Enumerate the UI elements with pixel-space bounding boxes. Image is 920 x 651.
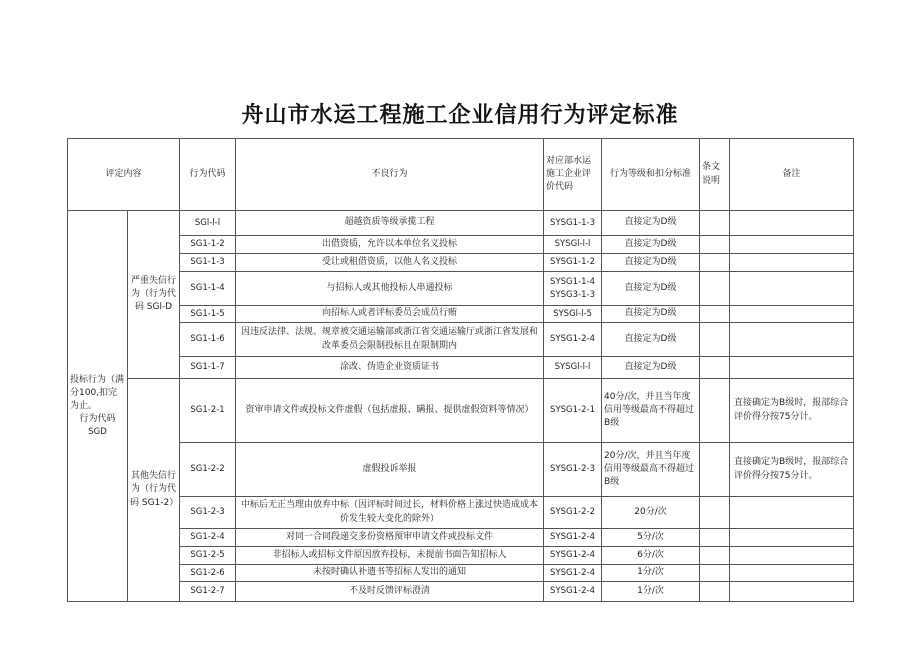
row-clause (700, 582, 730, 602)
row-clause (700, 357, 730, 379)
row-code: SG1-1-4 (180, 272, 236, 306)
header-clause: 条文说明 (700, 139, 730, 211)
row-grade: 直接定为D级 (602, 211, 700, 236)
page-title: 舟山市水运工程施工企业信用行为评定标准 (241, 103, 679, 128)
row-grade: 40分/次，并且当年度信用等级最高不得超过B级 (602, 379, 700, 443)
category-line-1: 投标行为（满分100,扣完为止。 (70, 374, 125, 411)
table-row (68, 379, 854, 443)
row-clause (700, 529, 730, 547)
row-dept-code: SYSG1-2-4 (544, 582, 602, 602)
row-dept-code: SYSG1-1-2 (544, 254, 602, 272)
row-clause (700, 323, 730, 357)
table-row (68, 254, 854, 272)
header-grade: 行为等级和扣分标准 (602, 139, 700, 211)
header-dept-code: 对应部水运施工企业评价代码 (544, 139, 602, 211)
row-grade: 直接定为D级 (602, 254, 700, 272)
row-clause (700, 497, 730, 529)
row-remark (730, 582, 854, 602)
row-remark (730, 565, 854, 582)
row-grade: 直接定为D级 (602, 357, 700, 379)
header-code: 行为代码 (180, 139, 236, 211)
row-grade: 直接定为D级 (602, 236, 700, 254)
row-remark (730, 357, 854, 379)
row-code: SGl-l-l (180, 211, 236, 236)
header-behavior: 不良行为 (236, 139, 544, 211)
row-remark (730, 254, 854, 272)
row-code: SG1-2-6 (180, 565, 236, 582)
row-clause (700, 379, 730, 443)
row-behavior: 不及时反馈评标澄清 (236, 582, 544, 602)
row-behavior: 与招标人或其他投标人串通投标 (236, 272, 544, 306)
row-remark: 直接确定为B级时，报部综合评价得分按75分计。 (730, 379, 854, 443)
row-remark (730, 529, 854, 547)
row-dept-code: SYSG1-2-4 (544, 547, 602, 565)
table-row (68, 323, 854, 357)
row-clause (700, 236, 730, 254)
row-remark (730, 306, 854, 323)
table-row (68, 565, 854, 582)
row-behavior: 对同一合同段递交多份资格预审申请文件或投标文件 (236, 529, 544, 547)
row-clause (700, 272, 730, 306)
sub-category-serious: 严重失信行为（行为代码 SGl-D (128, 211, 180, 379)
table-row (68, 547, 854, 565)
row-dept-code: SYSG1-1-3 (544, 211, 602, 236)
row-clause (700, 211, 730, 236)
row-grade: 6分/次 (602, 547, 700, 565)
row-remark (730, 497, 854, 529)
row-clause (700, 547, 730, 565)
row-dept-code: SYSG1-2-4 (544, 529, 602, 547)
sub-category-other: 其他失信行为（行为代码 SG1-2） (128, 379, 180, 602)
row-remark (730, 323, 854, 357)
row-behavior: 非招标人或招标文件原因放弃投标，未提前书面告知招标人 (236, 547, 544, 565)
category-line-3: SGD (88, 426, 107, 437)
row-remark (730, 236, 854, 254)
row-code: SG1-1-5 (180, 306, 236, 323)
row-dept-code: SYSG1-2-2 (544, 497, 602, 529)
row-grade: 20分/次，并且当年度信用等级最高不得超过B级 (602, 443, 700, 497)
row-code: SG1-1-2 (180, 236, 236, 254)
row-dept-code: SYSGl-l-l (544, 236, 602, 254)
row-remark (730, 211, 854, 236)
row-code: SG1-2-3 (180, 497, 236, 529)
row-clause (700, 306, 730, 323)
row-behavior: 受让或租借资质，以他人名义投标 (236, 254, 544, 272)
row-behavior: 涂改、伪造企业资质证书 (236, 357, 544, 379)
header-content: 评定内容 (68, 139, 180, 211)
row-behavior: 未按时确认补遗书等招标人发出的通知 (236, 565, 544, 582)
row-behavior: 虚假投诉举报 (236, 443, 544, 497)
table-row (68, 306, 854, 323)
row-grade: 直接定为D级 (602, 306, 700, 323)
row-grade: 20分/次 (602, 497, 700, 529)
header-row (68, 139, 854, 211)
row-grade: 直接定为D级 (602, 272, 700, 306)
table-row (68, 497, 854, 529)
row-code: SG1-1-7 (180, 357, 236, 379)
row-remark: 直接确定为B级时，报部综合评价得分按75分计。 (730, 443, 854, 497)
row-code: SG1-2-1 (180, 379, 236, 443)
table-row (68, 236, 854, 254)
table-row (68, 357, 854, 379)
row-dept-code: SYSG1-1-4 SYSG3-1-3 (544, 272, 602, 306)
row-dept-code: SYSGl-l-5 (544, 306, 602, 323)
row-dept-code: SYSG1-2-4 (544, 323, 602, 357)
row-code: SG1-2-5 (180, 547, 236, 565)
row-code: SG1-1-6 (180, 323, 236, 357)
category-line-2: 行为代码 (79, 413, 116, 424)
row-grade: 1分/次 (602, 565, 700, 582)
table-row (68, 529, 854, 547)
row-clause (700, 254, 730, 272)
row-remark (730, 272, 854, 306)
row-grade: 1分/次 (602, 582, 700, 602)
row-dept-code: SYSG1-2-4 (544, 565, 602, 582)
row-clause (700, 443, 730, 497)
row-behavior: 出借资质，允许以本单位名义投标 (236, 236, 544, 254)
row-grade: 5分/次 (602, 529, 700, 547)
row-behavior: 因违反法律、法规、规章被交通运输部或浙江省交通运输厅或浙江省发展和改革委员会限制投标且在限制期内 (236, 323, 544, 357)
header-remark: 备注 (730, 139, 854, 211)
row-grade: 直接定为D级 (602, 323, 700, 357)
row-dept-code: SYSGl-l-l (544, 357, 602, 379)
row-clause (700, 565, 730, 582)
row-dept-code: SYSG1-2-3 (544, 443, 602, 497)
table-row (68, 272, 854, 306)
table-row (68, 211, 854, 236)
row-behavior: 资审申请文件或投标文件虚假（包括虚报、瞒报、提供虚假资料等情况） (236, 379, 544, 443)
row-code: SG1-2-2 (180, 443, 236, 497)
row-behavior: 中标后无正当理由放弃中标（因评标时间过长，材料价格上涨过快造成成本价发生较大变化的除外） (236, 497, 544, 529)
row-remark (730, 547, 854, 565)
criteria-table (67, 138, 854, 602)
table-row (68, 582, 854, 602)
category-cell (68, 211, 128, 602)
row-behavior: 向招标人或者评标委员会成员行贿 (236, 306, 544, 323)
row-dept-code: SYSG1-2-1 (544, 379, 602, 443)
table-row (68, 443, 854, 497)
row-behavior: 超越资质等级承揽工程 (236, 211, 544, 236)
row-code: SG1-2-4 (180, 529, 236, 547)
row-code: SG1-1-3 (180, 254, 236, 272)
row-code: SG1-2-7 (180, 582, 236, 602)
